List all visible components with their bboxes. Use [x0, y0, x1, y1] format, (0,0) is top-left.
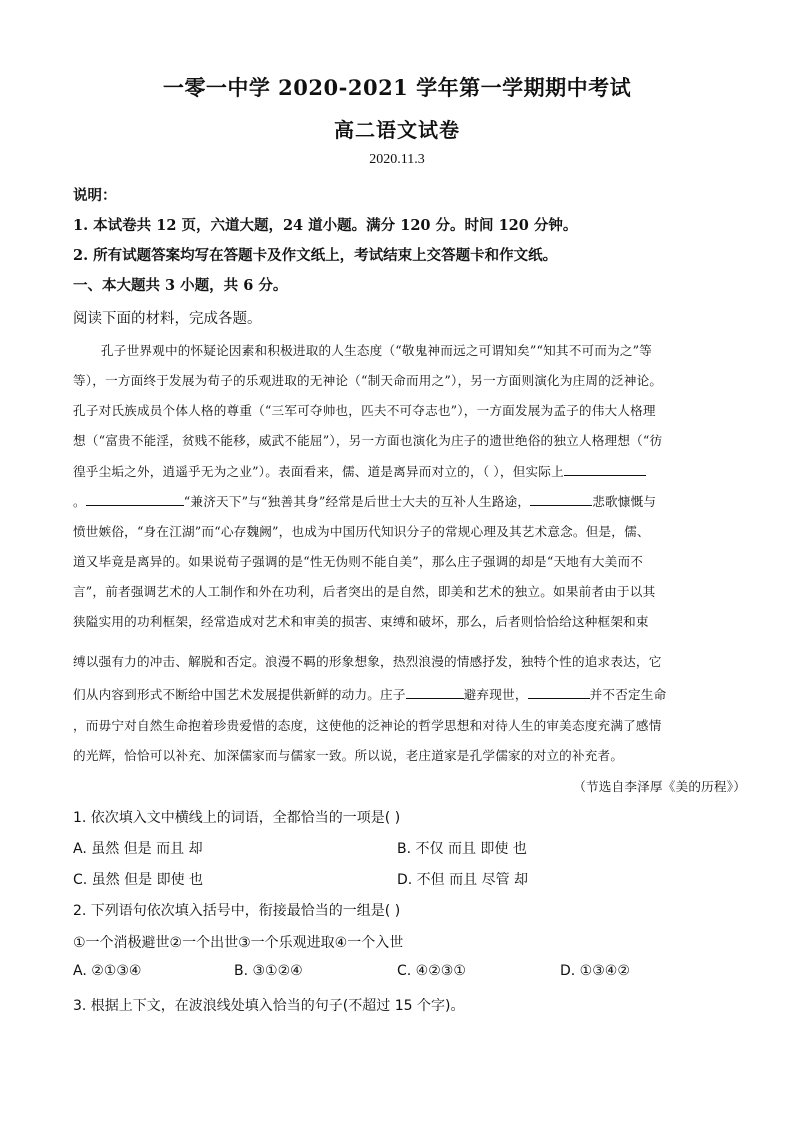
answer-blank [564, 462, 646, 476]
passage-line: ，而毋宁对自然生命抱着珍贵爱惜的态度，这使他的泛神论的哲学思想和对待人生的审美态度充满了感情 [73, 718, 662, 733]
question-2-option-c: C. ④②③① [397, 963, 466, 979]
passage-line: 等），一方面终于发展为荀子的乐观进取的无神论（“制天命而用之”），另一方面则演化为庄周的泛神论。 [73, 373, 663, 388]
notes-item-2: 2. 所有试题答案均写在答题卡及作文纸上，考试结束上交答题卡和作文纸。 [73, 247, 558, 264]
answer-blank [528, 685, 590, 699]
passage-line: 孔子世界观中的怀疑论因素和积极进取的人生态度（“敬鬼神而远之可谓知矣”“知其不可而为之”等 [101, 343, 653, 358]
passage-line [73, 684, 666, 703]
question-1-stem: 1. 依次填入文中横线上的词语，全都恰当的一项是( ) [73, 810, 401, 826]
passage-line: 孔子对氏族成员个体人格的尊重（“三军可夺帅也，匹夫不可夺志也”），一方面发展为孟子的伟大人格理 [73, 403, 656, 418]
question-1-option-b: B. 不仅 而且 即使 也 [397, 841, 527, 857]
notes-item-1: 1. 本试卷共 12 页，六道大题，24 道小题。满分 120 分。时间 120 分钟。 [73, 217, 578, 234]
section-heading: 一、本大题共 3 小题，共 6 分。 [73, 277, 288, 294]
exam-subtitle: 高二语文试卷 [334, 118, 460, 142]
notes-label: 说明： [73, 187, 117, 204]
passage-line: 狭隘实用的功利框架，经常造成对艺术和审美的损害、束缚和破坏，那么，后者则恰恰给这种框架和束 [73, 614, 649, 629]
passage-text: 。 [73, 494, 86, 509]
answer-blank [406, 685, 464, 699]
exam-date: 2020.11.3 [369, 152, 425, 167]
question-2-option-b: B. ③①②④ [234, 963, 303, 979]
passage-text: 悲歌慷慨与 [592, 494, 657, 509]
passage-text: “兼济天下”与“独善其身”经常是后世士大夫的互补人生路途， [183, 494, 531, 509]
question-1-option-c: C. 虽然 但是 即使 也 [73, 872, 204, 888]
passage-text: 并不否定生命 [589, 687, 667, 702]
question-1-option-a: A. 虽然 但是 而且 却 [73, 841, 203, 857]
passage-line: 想（“富贵不能淫，贫贱不能移，威武不能屈”），另一方面也演化为庄子的遗世绝俗的独立人格理想（“彷 [73, 433, 663, 448]
passage-text: 避弃现世， [463, 687, 528, 702]
passage-text: 们从内容到形式不断给中国艺术发展提供新鲜的动力。庄子 [73, 687, 406, 702]
passage-line [73, 461, 646, 480]
question-2-option-d: D. ①③④② [560, 963, 630, 979]
passage-line: 愤世嫉俗，“身在江湖”而“心存魏阙”，也成为中国历代知识分子的常规心理及其艺术意念。但是，儒、 [73, 524, 650, 539]
answer-blank [86, 492, 184, 506]
question-2-items: ①一个消极避世②一个出世③一个乐观进取④一个入世 [73, 935, 404, 951]
passage-text: 徨乎尘垢之外，逍遥乎无为之业”）。表面看来，儒、道是离异而对立的，（ ），但实际上 [73, 464, 564, 479]
exam-title: 一零一中学 2020-2021 学年第一学期期中考试 [162, 75, 632, 100]
passage-source: （节选自李泽厚《美的历程》） [573, 779, 746, 794]
reading-instruction: 阅读下面的材料，完成各题。 [73, 311, 262, 327]
passage-line: 言”，前者强调艺术的人工制作和外在功利，后者突出的是自然，即美和艺术的独立。如果前者由于以其 [73, 584, 656, 599]
question-1-option-d: D. 不但 而且 尽管 却 [397, 872, 529, 888]
passage-line [73, 491, 656, 510]
passage-line: 道又毕竟是离异的。如果说荀子强调的是“性无伪则不能自美”，那么庄子强调的却是“天地有大美而不 [73, 554, 644, 569]
passage-line: 的光辉，恰恰可以补充、加深儒家而与儒家一致。所以说，老庄道家是孔学儒家的对立的补充者。 [73, 748, 624, 763]
question-2-option-a: A. ②①③④ [73, 963, 142, 979]
question-2-stem: 2. 下列语句依次填入括号中，衔接最恰当的一组是( ) [73, 903, 401, 919]
answer-blank [530, 492, 592, 506]
question-3-stem: 3. 根据上下文，在波浪线处填入恰当的句子(不超过 15 个字)。 [73, 998, 465, 1014]
passage-line: 缚以强有力的冲击、解脱和否定。浪漫不羁的形象想象，热烈浪漫的情感抒发，独特个性的追求表达，它 [73, 654, 662, 669]
